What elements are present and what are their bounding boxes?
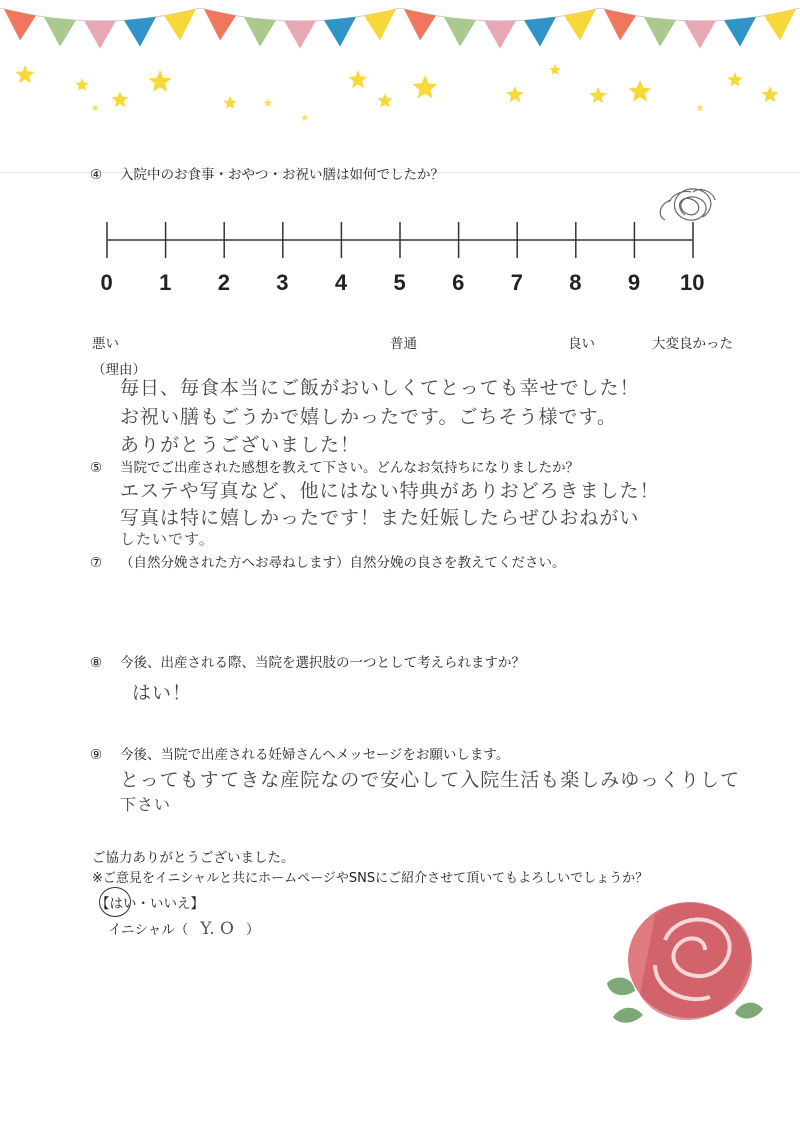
bunting-banner	[0, 0, 800, 130]
bunting-flag	[724, 17, 756, 47]
star-decoration	[549, 64, 560, 75]
bunting-flag	[644, 17, 676, 47]
initial-row	[108, 918, 259, 939]
star-decoration	[727, 72, 742, 87]
bunting-flag	[204, 9, 236, 40]
star-decoration	[589, 87, 606, 103]
initial-value: Y. O	[200, 919, 234, 939]
star-decoration	[301, 114, 309, 121]
bunting-flag	[84, 21, 116, 49]
initial-close: ）	[245, 922, 260, 938]
q9-answer-line-2: 下さい	[120, 795, 172, 814]
question-9-number: ⑨	[90, 747, 103, 763]
consent-options: 【はい・いいえ】	[96, 896, 204, 912]
q5-answer-line-1: エステや写真など、他にはない特典がありおどろきました！	[120, 480, 660, 502]
selection-scribble-mark	[645, 180, 725, 250]
consent-question: ※ご意見をイニシャルと共にホームページやSNSにご紹介させて頂いてもよろしいでしょうか？	[92, 871, 649, 886]
anchor-normal: 普通	[390, 336, 417, 352]
bunting-flag	[524, 17, 556, 47]
bunting-flag	[604, 9, 636, 40]
reason-line-2: お祝い膳もごうかで嬉しかったです。ごちそう様です。	[120, 406, 617, 428]
question-7	[90, 551, 566, 571]
star-decoration	[506, 86, 523, 102]
star-decoration	[16, 65, 35, 83]
scale-tick-label: 2	[217, 270, 230, 295]
question-4-number: ④	[90, 167, 103, 183]
anchor-very-good: 大変良かった	[652, 336, 733, 352]
scale-tick-label: 6	[452, 270, 465, 295]
bunting-flag	[484, 21, 516, 49]
bunting-flag	[404, 9, 436, 40]
q8-answer: はい！	[132, 682, 193, 704]
question-5	[90, 456, 579, 476]
star-decoration	[629, 80, 652, 102]
scale-tick-label: 0	[100, 270, 113, 295]
bunting-flag	[124, 17, 156, 47]
star-decoration	[149, 70, 172, 92]
bunting-flag	[284, 21, 316, 49]
star-decoration	[111, 91, 128, 107]
initial-label: イニシャル（	[108, 922, 189, 938]
scale-tick-label: 1	[159, 270, 172, 295]
question-9	[90, 743, 509, 763]
star-decoration	[91, 104, 99, 111]
anchor-bad: 悪い	[92, 336, 119, 352]
question-7-text: （自然分娩された方へお尋ねします）自然分娩の良さを教えてください。	[120, 555, 566, 571]
bunting-flag	[564, 9, 596, 40]
scale-tick-label: 8	[569, 270, 582, 295]
scale-tick-label: 4	[334, 270, 348, 295]
bunting-flag	[444, 17, 476, 47]
question-4-text: 入院中のお食事・おやつ・お祝い膳は如何でしたか？	[120, 167, 444, 183]
q5-answer-line-3: したいです。	[120, 530, 215, 548]
bunting-flag	[324, 17, 356, 47]
question-5-number: ⑤	[90, 460, 103, 476]
star-decoration	[761, 86, 778, 102]
scale-tick-label: 10	[680, 270, 705, 295]
star-decoration	[413, 75, 438, 99]
bunting-flag	[44, 17, 76, 47]
scale-tick-label: 9	[627, 270, 641, 295]
reason-line-3: ありがとうございました！	[120, 434, 361, 456]
question-5-text: 当院でご出産された感想を教えて下さい。どんなお気持ちになりましたか？	[120, 460, 579, 476]
rating-scale	[95, 210, 735, 270]
star-decoration	[377, 93, 392, 108]
q9-answer-line-1: とってもすてきな産院なので安心して入院生活も楽しみゆっくりして	[120, 769, 741, 791]
bunting-flag	[684, 21, 716, 49]
question-8	[90, 651, 525, 671]
star-decoration	[75, 78, 88, 91]
star-decoration	[223, 96, 236, 109]
bunting-flag	[244, 17, 276, 47]
scale-tick-label: 5	[393, 270, 406, 295]
star-decoration	[263, 98, 273, 107]
scale-tick-label: 7	[510, 270, 523, 295]
question-8-text: 今後、出産される際、当院を選択肢の一つとして考えられますか？	[120, 655, 525, 671]
bunting-flag	[164, 9, 196, 40]
bunting-flag	[764, 9, 796, 40]
anchor-good: 良い	[568, 336, 595, 352]
bunting-flag	[364, 9, 396, 40]
reason-label: （理由）	[92, 362, 146, 378]
q5-answer-line-2: 写真は特に嬉しかったです！また妊娠したらぜひおねがい	[120, 507, 640, 529]
star-decoration	[349, 70, 368, 88]
star-decoration	[696, 104, 704, 111]
reason-line-1: 毎日、毎食本当にご飯がおいしくてとっても幸せでした！	[120, 377, 640, 399]
thanks-text: ご協力ありがとうございました。	[92, 850, 295, 866]
scale-tick-label: 3	[276, 270, 289, 295]
question-4	[90, 163, 444, 183]
selected-option-circle	[99, 887, 131, 917]
question-8-number: ⑧	[90, 655, 103, 671]
rose-illustration	[595, 895, 765, 1045]
question-7-number: ⑦	[90, 555, 103, 571]
question-9-text: 今後、当院で出産される妊婦さんへメッセージをお願いします。	[120, 747, 510, 763]
bunting-flag	[4, 9, 36, 40]
